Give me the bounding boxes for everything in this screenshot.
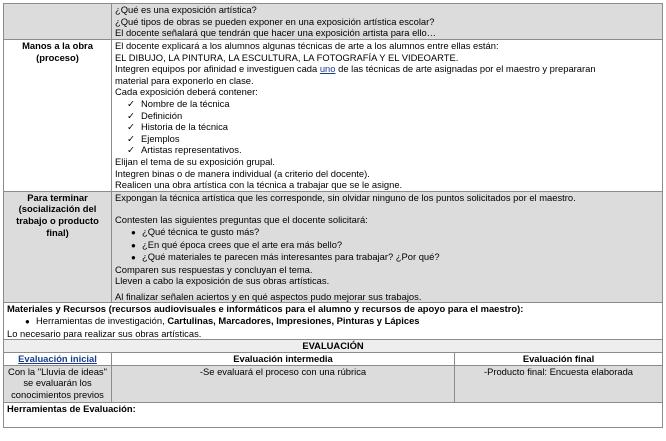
checklist-item: ✓ Artistas representativos. (127, 144, 242, 156)
bullet-icon: ● (25, 317, 30, 327)
checkmark-icon: ✓ (127, 144, 135, 156)
evaluacion-title: EVALUACIÓN (4, 340, 663, 353)
terminar-line: Expongan la técnica artística que les corresponde, sin olvidar ninguno de los puntos solicitados por el maestro. (115, 191, 576, 203)
intro-row (4, 4, 663, 40)
terminar-sublabel: final) (46, 226, 69, 238)
manos-sublabel: (proceso) (36, 51, 79, 63)
checkmark-icon: ✓ (127, 97, 135, 109)
manos-line: Realicen una obra artística con la técnica a trabajar que se le asigne. (115, 179, 403, 191)
terminar-row (4, 191, 663, 303)
herramientas-cell: Herramientas de Evaluación: (4, 402, 663, 427)
question-line: ¿Qué es una exposición artística? (115, 4, 257, 15)
evaluacion-header-row (4, 340, 663, 353)
question-list (115, 226, 659, 264)
eval-col-intermediate: Evaluación intermedia (112, 353, 455, 366)
content-checklist (115, 98, 659, 156)
materiales-row (4, 303, 663, 340)
eval-intermediate-cell: -Se evaluará el proceso con una rúbrica (112, 365, 455, 402)
checklist-item: ✓ Nombre de la técnica (127, 97, 230, 109)
checkmark-icon: ✓ (127, 121, 135, 133)
evaluacion-content-row (4, 365, 663, 402)
eval-col-final: Evaluación final (455, 353, 663, 366)
question-item: ● ¿En qué época crees que el arte era más bello? (131, 238, 343, 250)
materiales-cell (4, 303, 663, 340)
question-item: ● ¿Qué técnica te gusto más? (131, 225, 260, 237)
terminar-line: Comparen sus respuestas y concluyan el tema. (115, 263, 313, 275)
bullet-icon: ● (131, 253, 136, 263)
checkmark-icon: ✓ (127, 132, 135, 144)
materiales-note: Lo necesario para realizar sus obras artísticas. (7, 327, 202, 339)
intro-content-cell (112, 4, 663, 40)
materiales-list (7, 315, 659, 328)
bullet-icon: ● (131, 227, 136, 237)
terminar-label-cell (4, 191, 112, 303)
intro-label-cell (4, 4, 112, 40)
manos-line: EL DIBUJO, LA PINTURA, LA ESCULTURA, LA FOTOGRAFÍA Y EL VIDEOARTE. (115, 51, 459, 63)
manos-content-cell (112, 40, 663, 192)
question-line: ¿Qué tipos de obras se pueden exponer en una exposición artística escolar? (115, 15, 435, 27)
materiales-title: Materiales y Recursos (recursos audiovisuales e informáticos para el alumno y recursos de apoyo para el maestro): (7, 303, 524, 315)
question-item: ● ¿Qué materiales te parecen más interesantes para trabajar? ¿Por qué? (131, 251, 440, 263)
checklist-item: ✓ Historia de la técnica (127, 121, 229, 133)
underlined-word: uno (319, 63, 336, 75)
question-line: El docente señalará que tendrán que hacer una exposición artista para ello… (115, 27, 437, 39)
terminar-sublabel: (socialización del (18, 203, 97, 215)
eval-initial-cell: Con la "Lluvia de ideas" se evaluarán los conocimientos previos (4, 365, 112, 402)
checklist-item: ✓ Definición (127, 109, 183, 121)
terminar-line: Al finalizar señalen aciertos y en qué aspectos pudo mejorar sus trabajos. (115, 290, 422, 302)
manos-line: El docente explicará a los alumnos algunas técnicas de arte a los alumnos entre ellas están: (115, 40, 499, 51)
terminar-content-cell (112, 191, 663, 303)
checkmark-icon: ✓ (127, 109, 135, 121)
manos-label: Manos a la obra (22, 40, 93, 51)
eval-final-cell: -Producto final: Encuesta elaborada (455, 365, 663, 402)
manos-line: Integren equipos por afinidad e investiguen cada uno de las técnicas de arte asignadas por el maestro y prepararan (115, 63, 596, 75)
terminar-line: Contesten las siguientes preguntas que el docente solicitará: (115, 214, 368, 226)
herramientas-row (4, 402, 663, 427)
eval-col-initial: Evaluación inicial (4, 353, 112, 366)
manos-line: Cada exposición deberá contener: (115, 86, 258, 98)
bullet-icon: ● (131, 240, 136, 250)
manos-row (4, 40, 663, 192)
manos-label-cell (4, 40, 112, 192)
terminar-line: Lleven a cabo la exposición de sus obras artísticas. (115, 275, 330, 287)
checklist-item: ✓ Ejemplos (127, 132, 180, 144)
evaluacion-columns-row (4, 353, 663, 366)
manos-line: material para exponerlo en clase. (115, 74, 254, 86)
manos-line: Integren binas o de manera individual (a criterio del docente). (115, 167, 370, 179)
lesson-plan-table (3, 3, 663, 428)
materiales-item: ● Herramientas de investigación, Cartulinas, Marcadores, Impresiones, Pinturas y Lápices (25, 315, 420, 327)
terminar-label: Para terminar (27, 191, 88, 203)
manos-line: Elijan el tema de su exposición grupal. (115, 155, 275, 167)
terminar-sublabel: trabajo o producto (16, 214, 99, 226)
